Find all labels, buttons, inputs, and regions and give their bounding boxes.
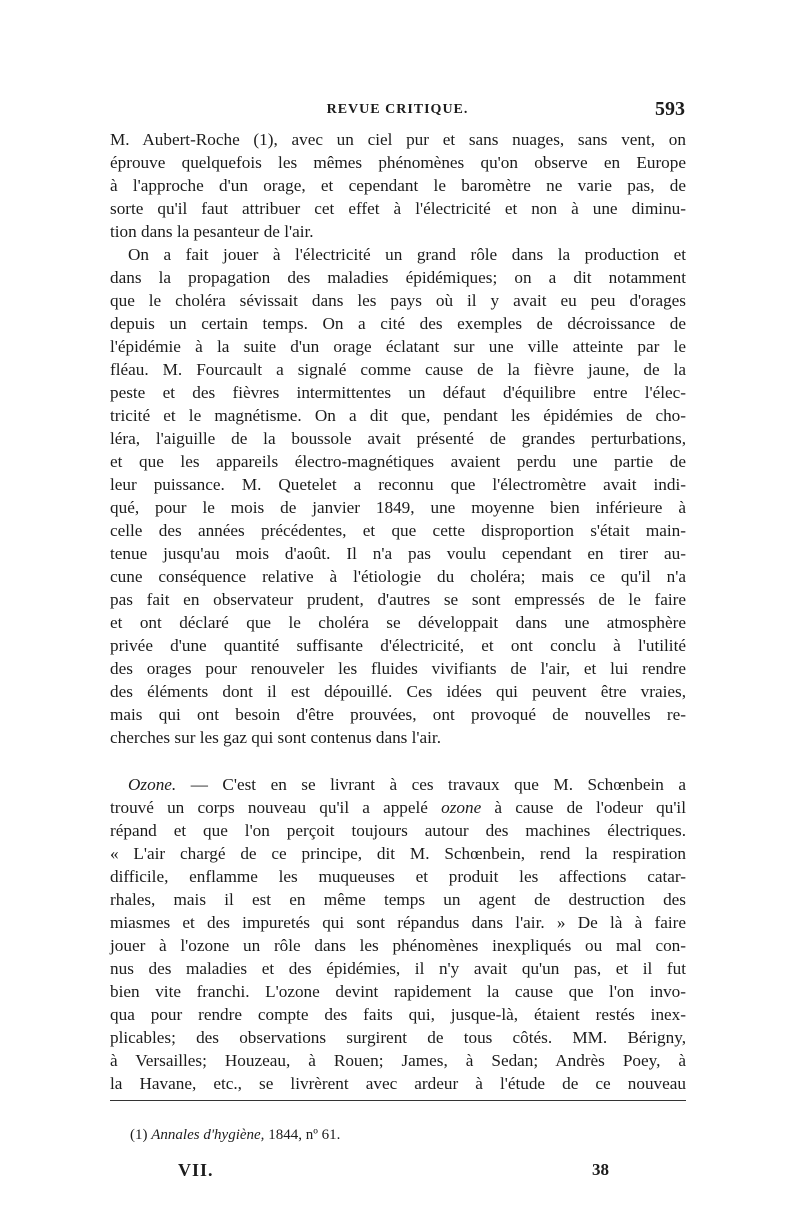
text-line: répand et que l'on perçoit toujours autour des machines électriques. bbox=[110, 821, 686, 840]
text-line: celle des années précédentes, et que cette disproportion s'était main- bbox=[110, 521, 686, 540]
text-line: dans la propagation des maladies épidémiques; on a dit notamment bbox=[110, 268, 686, 287]
running-head bbox=[110, 98, 685, 122]
text-line: éprouve quelquefois les mêmes phénomènes qu'on observe en Europe bbox=[110, 153, 686, 172]
text-line: peste et des fièvres intermittentes un défaut d'équilibre entre l'élec- bbox=[110, 383, 686, 402]
page-number: 593 bbox=[655, 98, 685, 120]
text-line: des éléments dont il est dépouillé. Ces idées qui peuvent être vraies, bbox=[110, 682, 686, 701]
text-line: à Versailles; Houzeau, à Rouen; James, à Sedan; Andrès Poey, à bbox=[110, 1051, 686, 1070]
text-line: mais qui ont besoin d'être prouvées, ont provoqué de nouvelles re- bbox=[110, 705, 686, 724]
italic-term-ozone: ozone bbox=[441, 798, 482, 817]
ozone-first-line bbox=[110, 773, 686, 796]
body-text bbox=[110, 128, 686, 1095]
text-line: nus des maladies et des épidémies, il n'y avait qu'un pas, et il fut bbox=[110, 959, 686, 978]
footnote-reference: 1844, nº 61. bbox=[264, 1127, 341, 1143]
text-line: à l'approche d'un orage, et cependant le baromètre ne varie pas, de bbox=[110, 176, 686, 195]
text-line: fléau. M. Fourcault a signalé comme cause de la fièvre jaune, de la bbox=[110, 360, 686, 379]
text-line: tricité et le magnétisme. On a dit que, pendant les épidémies de cho- bbox=[110, 406, 686, 425]
text-line: qué, pour le mois de janvier 1849, une moyenne bien inférieure à bbox=[110, 498, 686, 517]
text-line: On a fait jouer à l'électricité un grand rôle dans la production et bbox=[128, 245, 686, 264]
text-line: miasmes et des impuretés qui sont répandus dans l'air. » De là à faire bbox=[110, 913, 686, 932]
text-line: tion dans la pesanteur de l'air. bbox=[110, 222, 314, 241]
text-line: bien vite franchi. L'ozone devint rapidement la cause que l'on invo- bbox=[110, 982, 686, 1001]
signature-mark: VII. bbox=[178, 1160, 214, 1180]
text-line: et ont déclaré que le choléra se développait dans une atmosphère bbox=[110, 613, 686, 632]
section-title-ozone: Ozone. bbox=[128, 775, 177, 794]
ozone-second-line bbox=[110, 796, 686, 819]
text-line: jouer à l'ozone un rôle dans les phénomènes inexpliqués ou mal con- bbox=[110, 936, 686, 955]
text-line: privée d'une quantité suffisante d'électricité, et ont conclu à l'utilité bbox=[110, 636, 686, 655]
text-line: qua pour rendre compte des faits qui, jusque-là, étaient restés inex- bbox=[110, 1005, 686, 1024]
text-line: depuis un certain temps. On a cité des exemples de décroissance de bbox=[110, 314, 686, 333]
text-fragment: trouvé un corps nouveau qu'il a appelé bbox=[110, 798, 442, 817]
paragraph-gap bbox=[110, 749, 686, 773]
text-line: cune conséquence relative à l'étiologie du choléra; mais ce qu'il n'a bbox=[110, 567, 686, 586]
sheet-number: 38 bbox=[592, 1160, 609, 1179]
footnote-rule bbox=[110, 1100, 686, 1101]
footnote-journal: Annales d'hygiène, bbox=[151, 1127, 265, 1143]
text-line: tenue jusqu'au mois d'août. Il n'a pas voulu cependant en tirer au- bbox=[110, 544, 686, 563]
text-line: difficile, enflamme les muqueuses et produit les affections catar- bbox=[110, 867, 686, 886]
footnote-marker: (1) bbox=[130, 1127, 148, 1143]
text-line: que le choléra sévissait dans les pays où il y avait eu peu d'orages bbox=[110, 291, 686, 310]
text-line: l'épidémie à la suite d'un orage éclatant sur une ville atteinte par le bbox=[110, 337, 686, 356]
footnote bbox=[130, 1127, 340, 1144]
text-line: sorte qu'il faut attribuer cet effet à l'électricité et non à une diminu- bbox=[110, 199, 686, 218]
text-line: léra, l'aiguille de la boussole avait présenté de grandes perturbations, bbox=[110, 429, 686, 448]
text-line: la Havane, etc., se livrèrent avec ardeur à l'étude de ce nouveau bbox=[110, 1074, 686, 1093]
text-line: pas fait en observateur prudent, d'autres se sont empressés de le faire bbox=[110, 590, 686, 609]
text-line: plicables; des observations surgirent de tous côtés. MM. Bérigny, bbox=[110, 1028, 686, 1047]
text-fragment: à cause de l'odeur qu'il bbox=[481, 798, 686, 817]
text-line: rhales, mais il est en même temps un agent de destruction des bbox=[110, 890, 686, 909]
ozone-first-line-text: — C'est en se livrant à ces travaux que M. Schœnbein a bbox=[176, 775, 686, 794]
text-line: leur puissance. M. Quetelet a reconnu que l'électromètre avait indi- bbox=[110, 475, 686, 494]
text-line: « L'air chargé de ce principe, dit M. Schœnbein, rend la respiration bbox=[110, 844, 686, 863]
text-line: M. Aubert-Roche (1), avec un ciel pur et sans nuages, sans vent, on bbox=[110, 130, 686, 149]
text-line: et que les appareils électro-magnétiques avaient perdu une partie de bbox=[110, 452, 686, 471]
text-line: cherches sur les gaz qui sont contenus dans l'air. bbox=[110, 728, 442, 747]
text-line: des orages pour renouveler les fluides vivifiants de l'air, et lui rendre bbox=[110, 659, 686, 678]
running-title: REVUE CRITIQUE. bbox=[326, 102, 469, 117]
